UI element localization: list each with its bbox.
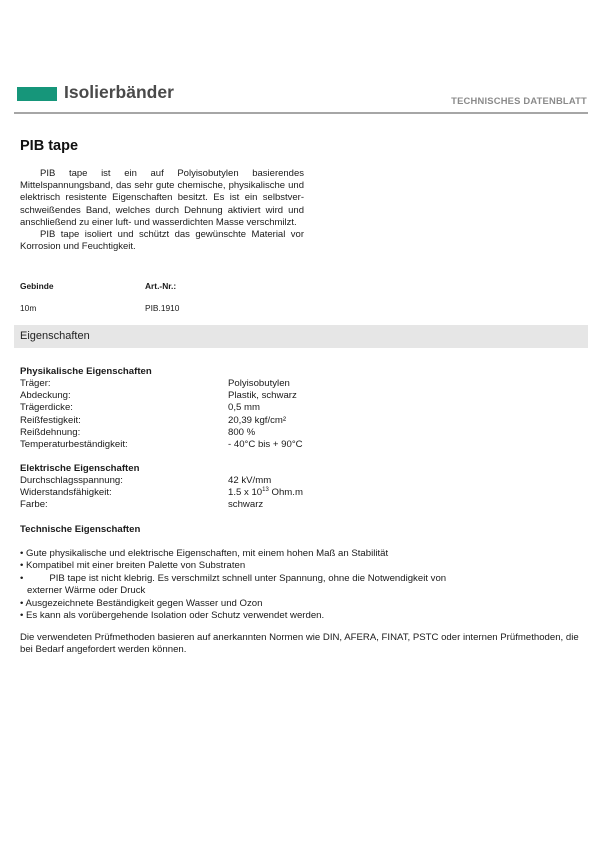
intro-paragraph: PIB tape ist ein auf Polyisobutylen basierendes Mittelspannungsband, das sehr gute chemische, physikalische und elektrisch resistente Eigenschaften besitzt. Es ist ein selbstver-schweißendes Band, welches durch Dehnung aktiviert wird und anschließend zu einer luft- und wasserdichten Masse verschmilzt. (20, 168, 304, 228)
property-row (20, 415, 420, 427)
value-mantissa: 1.5 x 10 (228, 487, 263, 499)
property-label: Widerstandsfähigkeit: (20, 487, 112, 499)
datasheet-label: TECHNISCHES DATENBLATT (451, 95, 587, 106)
article-number-value: PIB.1910 (145, 303, 180, 313)
list-item (20, 560, 590, 572)
property-row (20, 499, 420, 511)
list-item (20, 598, 590, 610)
list-item-text: Es kann als vorübergehende Isolation oder Schutz verwendet werden. (26, 610, 325, 622)
properties-section-band (14, 325, 588, 348)
list-item-text: Gute physikalische und elektrische Eigenschaften, mit einem hohen Maß an Stabilität (26, 548, 389, 559)
technical-bullet-list (20, 548, 590, 622)
property-label: Durchschlagsspannung: (20, 475, 123, 486)
property-value: schwarz (228, 499, 264, 511)
article-number-header: Art.-Nr.: (145, 281, 177, 291)
property-value: 800 % (228, 426, 256, 438)
property-value: Plastik, schwarz (228, 390, 297, 402)
property-value: 42 kV/mm (228, 475, 272, 486)
packaging-value: 10m (20, 303, 37, 313)
bullet-glyph: • (20, 597, 24, 609)
property-row (20, 390, 420, 402)
property-label: Reißfestigkeit: (20, 414, 81, 426)
property-value: 0,5 mm (228, 402, 260, 414)
physical-properties-list (20, 378, 420, 451)
bullet-glyph: • (20, 548, 24, 559)
brand-accent-block (17, 87, 57, 101)
property-label: Reißdehnung: (20, 426, 81, 438)
physical-properties-heading: Physikalische Eigenschaften (20, 366, 152, 377)
test-methods-note: Die verwendeten Prüfmethoden basieren auf anerkannten Normen wie DIN, AFERA, FINAT, PSTC oder internen Prüfmethoden, die bei Bedarf angefordert werden können. (20, 632, 579, 656)
list-item (20, 548, 590, 560)
list-item-continuation: externer Wärme oder Druck (27, 585, 146, 597)
electrical-properties-list (20, 475, 420, 512)
product-title: PIB tape (20, 138, 79, 154)
electrical-properties-heading: Elektrische Eigenschaften (20, 463, 140, 474)
list-item (20, 610, 590, 622)
list-item-text: PIB tape ist nicht klebrig. Es verschmilzt schnell unter Spannung, ohne die Notwendigkeit von (49, 572, 447, 584)
bullet-glyph: • (20, 560, 24, 572)
property-value: Polyisobutylen (228, 378, 290, 389)
properties-section-label: Eigenschaften (20, 330, 90, 342)
technical-properties-heading: Technische Eigenschaften (20, 524, 141, 535)
property-label: Abdeckung: (20, 390, 71, 402)
property-value (228, 487, 303, 499)
property-label: Farbe: (20, 499, 48, 511)
intro-paragraph: PIB tape isoliert und schützt das gewünschte Material vor Korrosion und Feuchtigkeit. (20, 229, 304, 253)
property-row (20, 427, 420, 439)
property-value: - 40°C bis + 90°C (228, 438, 303, 450)
property-value: 20,39 kgf/cm² (228, 414, 287, 426)
value-exponent: 13 (262, 487, 269, 494)
property-label: Trägerdicke: (20, 402, 73, 414)
bullet-glyph: • (20, 572, 24, 584)
property-row (20, 475, 420, 487)
packaging-header: Gebinde (20, 281, 54, 291)
product-description (20, 168, 304, 253)
value-unit: Ohm.m (268, 487, 303, 499)
property-label: Temperaturbeständigkeit: (20, 438, 128, 450)
property-row (20, 487, 420, 499)
list-item-text: Ausgezeichnete Beständigkeit gegen Wasser und Ozon (25, 597, 263, 609)
list-item (20, 573, 590, 585)
property-row (20, 402, 420, 414)
property-row (20, 439, 420, 451)
header-divider (14, 112, 588, 114)
property-row (20, 378, 420, 390)
list-item-text: Kompatibel mit einer breiten Palette von Substraten (26, 560, 246, 572)
bullet-glyph: • (20, 610, 24, 622)
category-title: Isolierbänder (64, 82, 174, 102)
property-label: Träger: (20, 378, 51, 389)
